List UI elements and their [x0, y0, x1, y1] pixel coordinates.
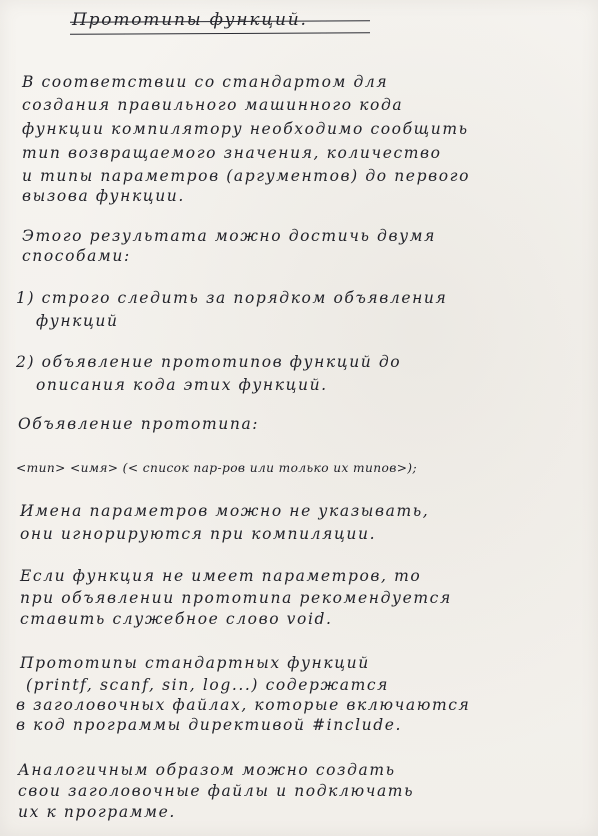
paragraph-9-line-3: в заголовочных файлах, которые включаются [16, 696, 471, 714]
paragraph-3-line-1: 1) строго следить за порядком объявления [16, 289, 448, 307]
page-title: Прототипы функций. [72, 10, 308, 30]
paragraph-7-line-1: Имена параметров можно не указывать, [20, 502, 430, 520]
paragraph-1-line-2: создания правильного машинного кода [22, 96, 404, 114]
paragraph-2-line-2: способами: [22, 247, 131, 265]
paragraph-9-line-4: в код программы директивой #include. [16, 716, 403, 734]
paragraph-10-line-3: их к программе. [18, 803, 176, 821]
paragraph-4-line-2: описания кода этих функций. [36, 376, 328, 394]
paragraph-8-line-1: Если функция не имеет параметров, то [20, 567, 422, 585]
paragraph-7-line-2: они игнорируются при компиляции. [20, 525, 377, 543]
paragraph-9-line-1: Прототипы стандартных функций [20, 654, 370, 672]
paragraph-9-line-2: (printf, scanf, sin, log...) содержатся [26, 676, 390, 694]
paragraph-8-line-3: ставить служебное слово void. [20, 610, 333, 628]
paragraph-1-line-5: и типы параметров (аргументов) до первого [22, 167, 471, 185]
paragraph-6-line-1: <тип> <имя> (< список пар-ров или только их типов>); [16, 461, 417, 475]
paragraph-1-line-6: вызова функции. [22, 187, 185, 205]
paragraph-2-line-1: Этого результата можно достичь двумя [22, 227, 436, 245]
paragraph-4-line-1: 2) объявление прототипов функций до [16, 353, 402, 371]
paragraph-8-line-2: при объявлении прототипа рекомендуется [20, 589, 452, 607]
title-underline [70, 32, 370, 35]
paragraph-3-line-2: функций [36, 312, 119, 330]
paragraph-10-line-1: Аналогичным образом можно создать [18, 761, 396, 779]
paragraph-1-line-1: В соответствии со стандартом для [22, 73, 389, 91]
paragraph-10-line-2: свои заголовочные файлы и подключать [18, 782, 415, 800]
paragraph-1-line-3: функции компилятору необходимо сообщить [22, 120, 469, 138]
paragraph-1-line-4: тип возвращаемого значения, количество [22, 144, 442, 162]
paragraph-5-line-1: Объявление прототипа: [18, 415, 260, 433]
